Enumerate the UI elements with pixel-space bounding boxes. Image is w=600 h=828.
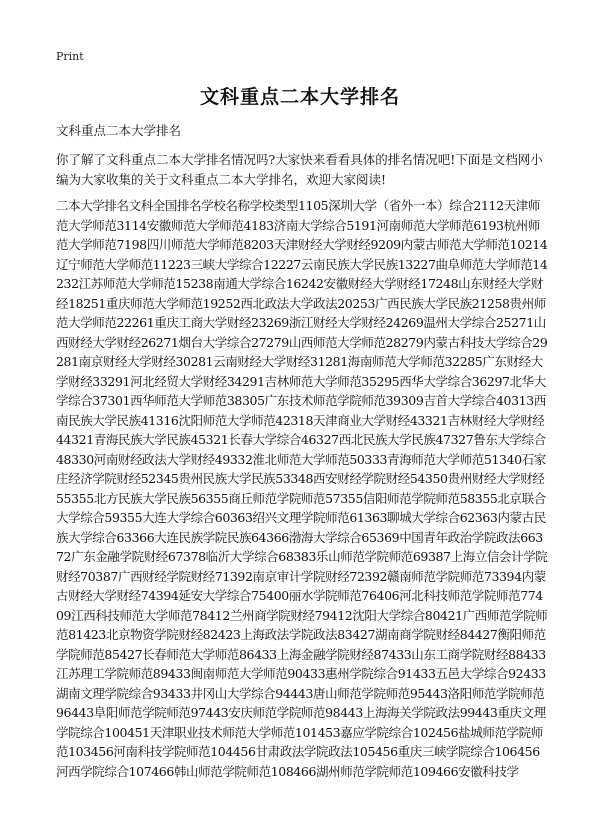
document-title: 文科重点二本大学排名 [199, 86, 400, 108]
print-label: Print [56, 50, 84, 63]
intro-paragraph: 你了解了文科重点二本大学排名情况吗?大家快来看看具体的排名情况吧!下面是文档网小编为大家收集的关于文科重点二本大学排名，欢迎大家阅读! [56, 152, 543, 187]
document-subtitle: 文科重点二本大学排名 [56, 123, 182, 138]
ranking-paragraph: 二本大学排名文科全国排名学校名称学校类型1105深圳大学（省外一本）综合2112天津师范大学师范3114安徽师范大学师范4183济南大学综合5191河南师范大学师范6193杭州师范大学师范7198四川师范大学师范8203天津财经大学财经9209内蒙古师范大学师范10214辽宁师范大学师范11223三峡大学综合12227云南民族大学民族13227曲阜师范大学师范14232江苏师范大学师范15238南通大学综合16242安徽财经大学财经17248山东财经大学财经18251重庆师范大学师范19252西北政法大学政法20253广西民族大学民族21258贵州师范大学师范22261重庆工商大学财经23269浙江财经大学财经24269温州大学综合25271山西财经大学财经26271烟台大学综合27279山西师范大学师范28279内蒙古科技大学综合29281南京财经大学财经30281云南财经大学财经31281海南师范大学师范32285广东财经大学财经33291河北经贸大学财经34291吉林师范大学师范35295西华大学综合36297北华大学综合37301西华师范大学师范38305广东技术师范学院师范39309吉首大学综合40313西南民族大学民族41316沈阳师范大学师范42318天津商业大学财经43321吉林财经大学财经44321青海民族大学民族45321长春大学综合46327西北民族大学民族47327鲁东大学综合48330河南财经政法大学财经49332淮北师范大学师范50333青海师范大学师范51340石家庄经济学院财经52345贵州民族大学民族53348西安财经学院财经54350贵州财经大学财经55355北方民族大学民族56355商丘师范学院师范57355信阳师范学院师范58355北京联合大学综合59355大连大学综合60363绍兴文理学院师范61363聊城大学综合62363内蒙古民族大学综合63366大连民族学院民族64366渤海大学综合65369中国青年政治学院政法66372广东金融学院财经67378临沂大学综合68383乐山师范学院师范69387上海立信会计学院财经70387广西财经学院财经71392南京审计学院财经72392赣南师范学院师范73394内蒙古财经大学财经74394延安大学综合75400丽水学院师范76406河北科技师范学院师范77409江西科技师范大学师范78412兰州商学院财经79412沈阳大学综合80421广西师范学院师范81423北京物资学院财经82423上海政法学院政法83427湖南商学院财经84427衡阳师范学院师范85427长春师范大学师范86433上海金融学院财经87433山东工商学院财经88433江苏理工学院师范89433闽南师范大学师范90433惠州学院综合91433五邑大学综合92433湖南文理学院综合93433井冈山大学综合94443唐山师范学院师范95443洛阳师范学院师范96443阜阳师范学院师范97443安庆师范学院师范98443上海海关学院政法99443重庆文理学院综合100451天津职业技术师范大学师范101453嘉应学院综合102456盐城师范学院师范103456河南科技学院师范104456甘肃政法学院政法105456重庆三峡学院综合106456河西学院综合107466韩山师范学院师范108466湖州师范学院师范109466安徽科技学 [56, 198, 548, 779]
